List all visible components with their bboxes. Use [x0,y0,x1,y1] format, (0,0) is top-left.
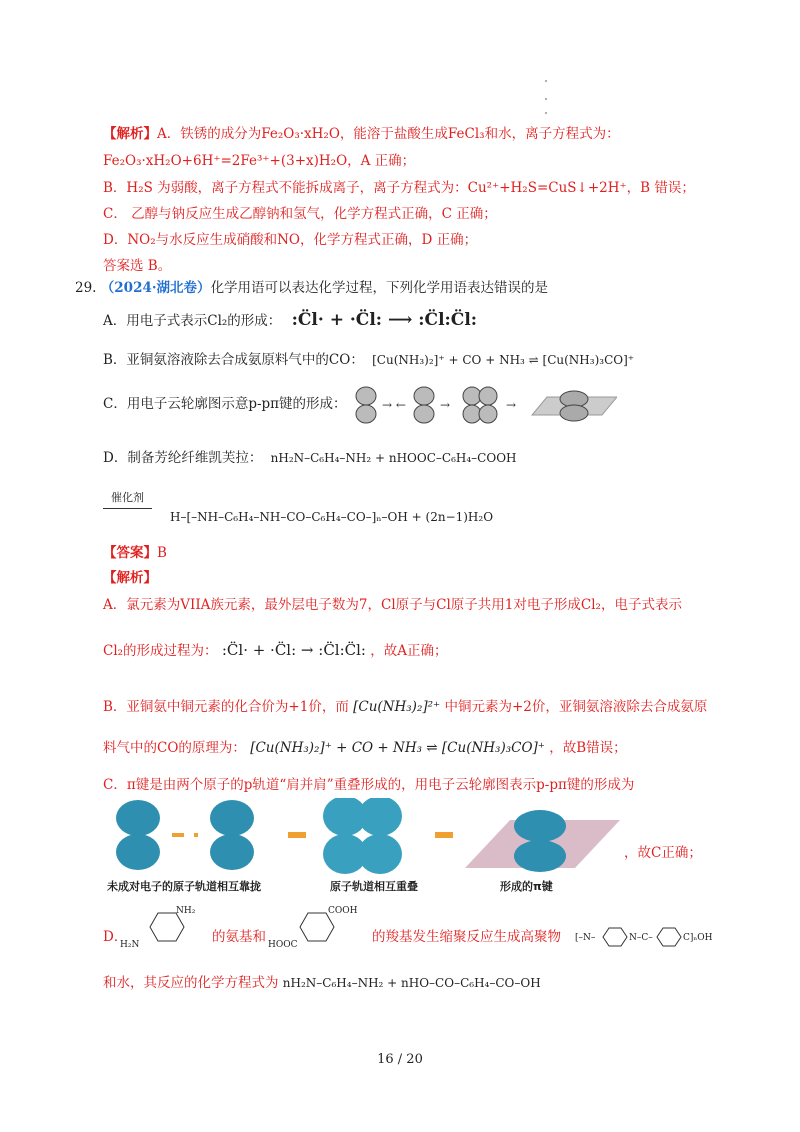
prev-analysis-a-line1 [103,124,620,144]
text: A．铁锈的成分为Fe₂O₃·xH₂O，能溶于盐酸生成FeCl₃和水，离子方程式为： [157,126,620,142]
svg-text:→ ←: → ← [382,398,406,412]
option-c [103,394,347,414]
option-a-label: A．用电子式表示Cl₂的形成： [103,313,282,329]
text: ，故B错误； [549,740,627,756]
question-text: 化学用语可以表达化学过程，下列化学用语表达错误的是 [210,280,549,296]
svg-text:HOOC: HOOC [268,940,298,948]
option-c-label: C．用电子云轮廓图示意p-pπ键的形成： [103,396,347,412]
orbital-p-icon [116,800,160,870]
analysis-label-line [103,568,157,588]
formula: [Cu(NH₃)₂]⁺ + CO + NH₃ ⇌ [Cu(NH₃)₃CO]⁺ [250,740,545,756]
option-d-product: H–[–NH–C₆H₄–NH–CO–C₆H₄–CO–]ₙ–OH + (2n−1)H₂O [170,510,494,524]
text: Cl₂的形成过程为： [103,643,218,659]
svg-text:[–N–: [–N– [575,933,596,943]
formula: [Cu(NH₃)₂]²⁺ [353,699,441,715]
option-d [103,448,517,468]
svg-text:→: → [506,398,517,412]
pi-bond-icon [532,391,617,421]
polymer-structure [575,920,725,954]
text: 料气中的CO的原理为： [103,740,246,756]
formula: :C̈l· + ·C̈l: → :C̈l:C̈l: [221,641,366,659]
diamine-structure [118,905,208,950]
page-number: 16 / 20 [377,1052,423,1067]
orbital-p-icon [414,387,434,423]
answer-value: B [157,545,167,561]
text: B．亚铜氨中铜元素的化合价为+1价，而 [103,699,349,715]
orbital-overlap-icon [463,387,497,423]
text: D． [103,929,128,945]
analysis-a-line2 [103,640,448,661]
svg-text:N–C–: N–C– [629,933,653,943]
prev-analysis-c-line: C． 乙醇与钠反应生成乙醇钠和氢气，化学方程式正确，C 正确； [103,206,497,222]
option-b-label: B．亚铜氨溶液除去合成氨原料气中的CO： [103,352,364,368]
analysis-d-mid1: 的氨基和 [212,929,266,945]
prev-analysis-b-line: B．H₂S 为弱酸，离子方程式不能拆成离子，离子方程式为：Cu²⁺+H₂S=CuS↓+2H⁺，B 错误； [103,180,695,196]
analysis-d-line2 [103,973,541,993]
svg-text:→: → [440,398,451,412]
formula: nH₂N–C₆H₄–NH₂ + nHO–CO–C₆H₄–CO–OH [282,976,541,990]
answer-label: 【答案】 [103,545,157,561]
caption-1: 未成对电子的原子轨道相互靠拢 [107,880,261,893]
option-b [103,350,634,370]
caption-2: 原子轨道相互重叠 [330,880,418,893]
analysis-c-post: ，故C正确； [624,845,702,861]
analysis-b-line1 [103,697,707,717]
option-a [103,310,477,331]
analysis-d-mid2: 的羧基发生缩聚反应生成高聚物 [372,929,561,945]
caption-3: 形成的π键 [500,880,553,893]
prev-answer-line: 答案选 B。 [103,258,172,274]
analysis-label: 【解析】 [103,570,157,586]
pi-bond-icon [465,810,620,872]
analysis-b-line2 [103,738,627,758]
decor-dot [545,80,547,82]
svg-text:COOH: COOH [328,906,358,916]
decor-dot [545,112,547,114]
svg-text:C]ₙOH: C]ₙOH [683,933,713,943]
question-source: （2024·湖北卷） [100,280,211,296]
text: 和水，其反应的化学方程式为 [103,975,279,991]
option-a-formula: :C̈l· + ·C̈l: ⟶ :C̈l:C̈l: [291,310,478,330]
analysis-a-line1: A．氯元素为VIIA族元素，最外层电子数为7，Cl原子与Cl原子共用1对电子形成Cl₂，电子式表示 [103,597,682,613]
catalyst-label: 催化剂 [103,488,152,509]
svg-text:H₂N: H₂N [120,940,140,950]
analysis-c-line: C．π键是由两个原子的p轨道“肩并肩”重叠形成的，用电子云轮廓图表示p-pπ键的形成为 [103,777,635,793]
option-d-formula: nH₂N–C₆H₄–NH₂ + nHOOC–C₆H₄–COOH [270,451,517,465]
diacid-structure [268,903,368,948]
svg-text:NH₂: NH₂ [176,906,196,916]
option-b-formula: [Cu(NH₃)₂]⁺ + CO + NH₃ ⇌ [Cu(NH₃)₃CO]⁺ [372,353,635,367]
analysis-label: 【解析】 [103,126,157,142]
question-stem [75,278,548,298]
orbital-p-icon [356,387,376,423]
prev-analysis-a-line2: Fe₂O₃·xH₂O+6H⁺=2Fe³⁺+(3+x)H₂O，A 正确； [103,153,416,169]
orbital-diagram-small [352,385,617,425]
orbital-p-icon [210,800,254,870]
prev-analysis-d-line: D．NO₂与水反应生成硝酸和NO，化学方程式正确，D 正确； [103,232,478,248]
option-d-catalyst [103,488,152,509]
option-d-label: D．制备芳纶纤维凯芙拉： [103,450,263,466]
orbital-diagram-large [110,798,620,883]
text: 中铜元素为+2价，亚铜氨溶液除去合成氨原 [444,699,708,715]
text: ，故A正确； [370,643,448,659]
answer-line [103,543,167,563]
decor-dot [545,98,547,100]
orbital-overlap-icon [323,798,402,874]
question-number: 29. [75,280,97,296]
